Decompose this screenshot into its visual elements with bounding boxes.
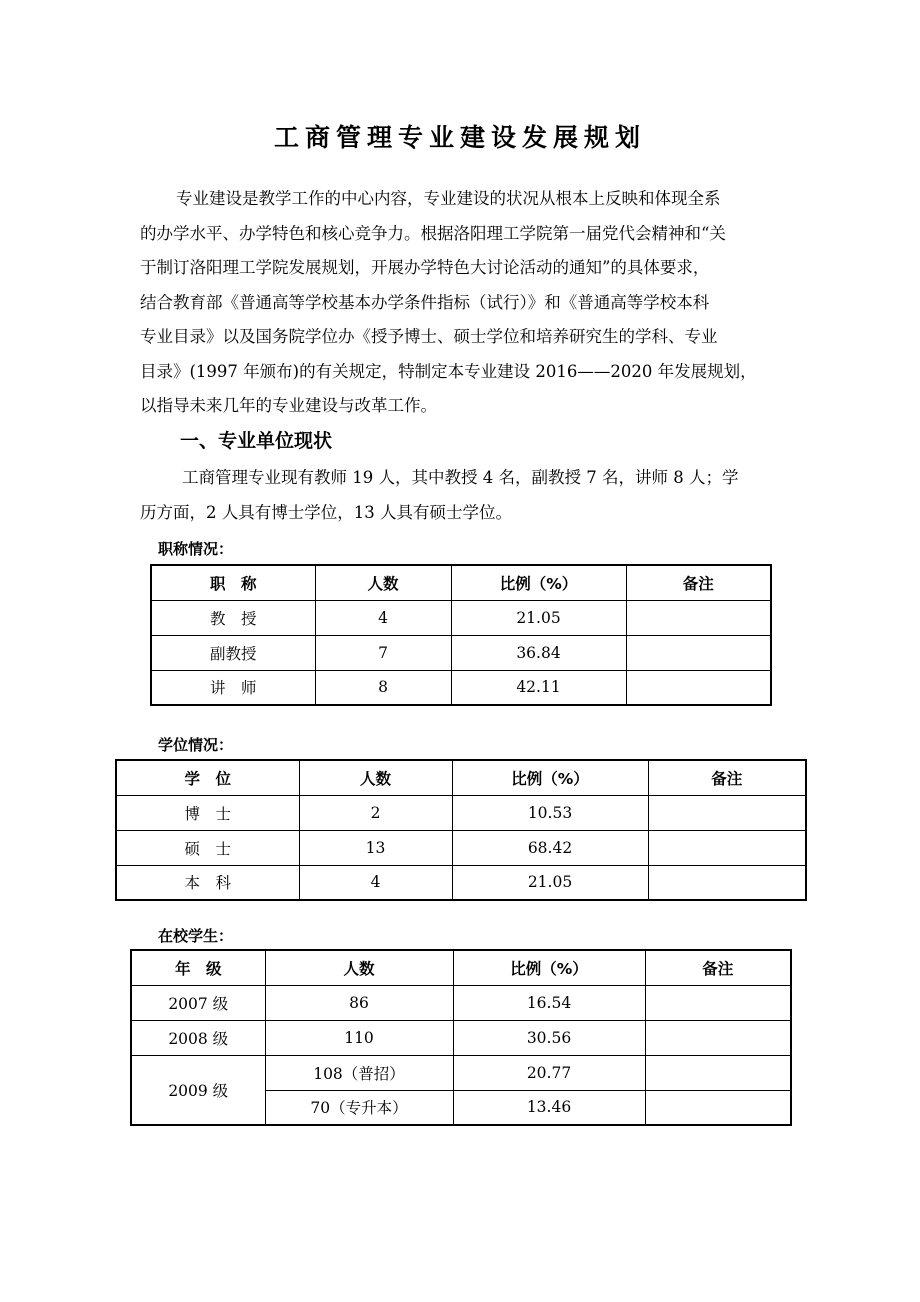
student-table [130,949,792,1126]
header-cell: 备注 [645,950,791,985]
table-cell: 30.56 [453,1020,645,1055]
header-cell: 年 级 [131,950,265,985]
table-cell [648,865,806,900]
section-heading: 一、专业单位现状 [180,430,333,452]
table-row [151,600,771,635]
table-row [131,1055,791,1090]
table-cell: 2009 级 [131,1055,265,1125]
table-cell: 108（普招） [265,1055,453,1090]
table-cell: 硕 士 [116,830,299,865]
table-cell: 4 [299,865,452,900]
header-cell: 学 位 [116,760,299,795]
table-cell [648,830,806,865]
header-cell: 人数 [299,760,452,795]
table-cell: 8 [315,670,451,705]
table-cell: 副教授 [151,635,315,670]
section-line: 工商管理专业现有教师 19 人，其中教授 4 名，副教授 7 名，讲师 8 人；学 [182,468,739,487]
table-header-row [151,565,771,600]
table-row [116,830,806,865]
header-cell: 人数 [265,950,453,985]
section-paragraph [140,461,780,530]
intro-line: 于制订洛阳理工学院发展规划，开展办学特色大讨论活动的通知”的具体要求， [140,258,710,277]
table-cell: 110 [265,1020,453,1055]
table-cell: 博 士 [116,795,299,830]
table-cell: 7 [315,635,451,670]
table-cell: 13.46 [453,1090,645,1125]
table-cell: 21.05 [451,600,626,635]
intro-line: 结合教育部《普通高等学校基本办学条件指标（试行）》和《普通高等学校本科 [140,292,710,312]
table-cell [626,635,771,670]
header-cell: 比例（%） [453,950,645,985]
table-row [116,795,806,830]
intro-line: 的办学水平、办学特色和核心竞争力。根据洛阳理工学院第一届党代会精神和“关 [140,223,726,243]
table-cell [626,670,771,705]
table-cell: 42.11 [451,670,626,705]
title-table [150,564,772,706]
section-line: 历方面，2 人具有博士学位，13 人具有硕士学位。 [140,502,512,522]
table-row [151,670,771,705]
table-cell: 68.42 [452,830,648,865]
table-row [131,1020,791,1055]
table-row [131,985,791,1020]
table-header-row [131,950,791,985]
table-cell: 10.53 [452,795,648,830]
table-cell: 16.54 [453,985,645,1020]
header-cell: 比例（%） [452,760,648,795]
table-cell: 13 [299,830,452,865]
table-cell: 教 授 [151,600,315,635]
table-cell: 2007 级 [131,985,265,1020]
header-cell: 备注 [648,760,806,795]
table-cell [645,985,791,1020]
table-cell: 36.84 [451,635,626,670]
table-cell: 86 [265,985,453,1020]
table-cell [645,1090,791,1125]
header-cell: 人数 [315,565,451,600]
table-cell: 21.05 [452,865,648,900]
table-cell [626,600,771,635]
header-cell: 备注 [626,565,771,600]
title-table-caption: 职称情况： [158,540,234,558]
intro-paragraph [140,182,780,424]
student-table-caption: 在校学生： [158,927,234,945]
table-row [151,635,771,670]
intro-line: 专业目录》以及国务院学位办《授予博士、硕士学位和培养研究生的学科、专业 [140,327,718,346]
table-header-row [116,760,806,795]
table-cell: 讲 师 [151,670,315,705]
table-cell: 2008 级 [131,1020,265,1055]
intro-line: 专业建设是教学工作的中心内容，专业建设的状况从根本上反映和体现全系 [176,189,721,208]
intro-line: 以指导未来几年的专业建设与改革工作。 [140,396,437,415]
table-cell [645,1020,791,1055]
table-cell [648,795,806,830]
header-cell: 职 称 [151,565,315,600]
header-cell: 比例（%） [451,565,626,600]
degree-table-caption: 学位情况： [158,736,234,754]
table-row [116,865,806,900]
table-cell: 2 [299,795,452,830]
intro-line: 目录》(1997 年颁布)的有关规定，特制定本专业建设 2016——2020 年发展规划， [140,361,757,381]
table-cell: 4 [315,600,451,635]
table-cell: 20.77 [453,1055,645,1090]
degree-table [115,759,807,901]
table-cell: 本 科 [116,865,299,900]
table-cell: 70（专升本） [265,1090,453,1125]
document-title: 工商管理专业建设发展规划 [273,123,646,152]
table-cell [645,1055,791,1090]
